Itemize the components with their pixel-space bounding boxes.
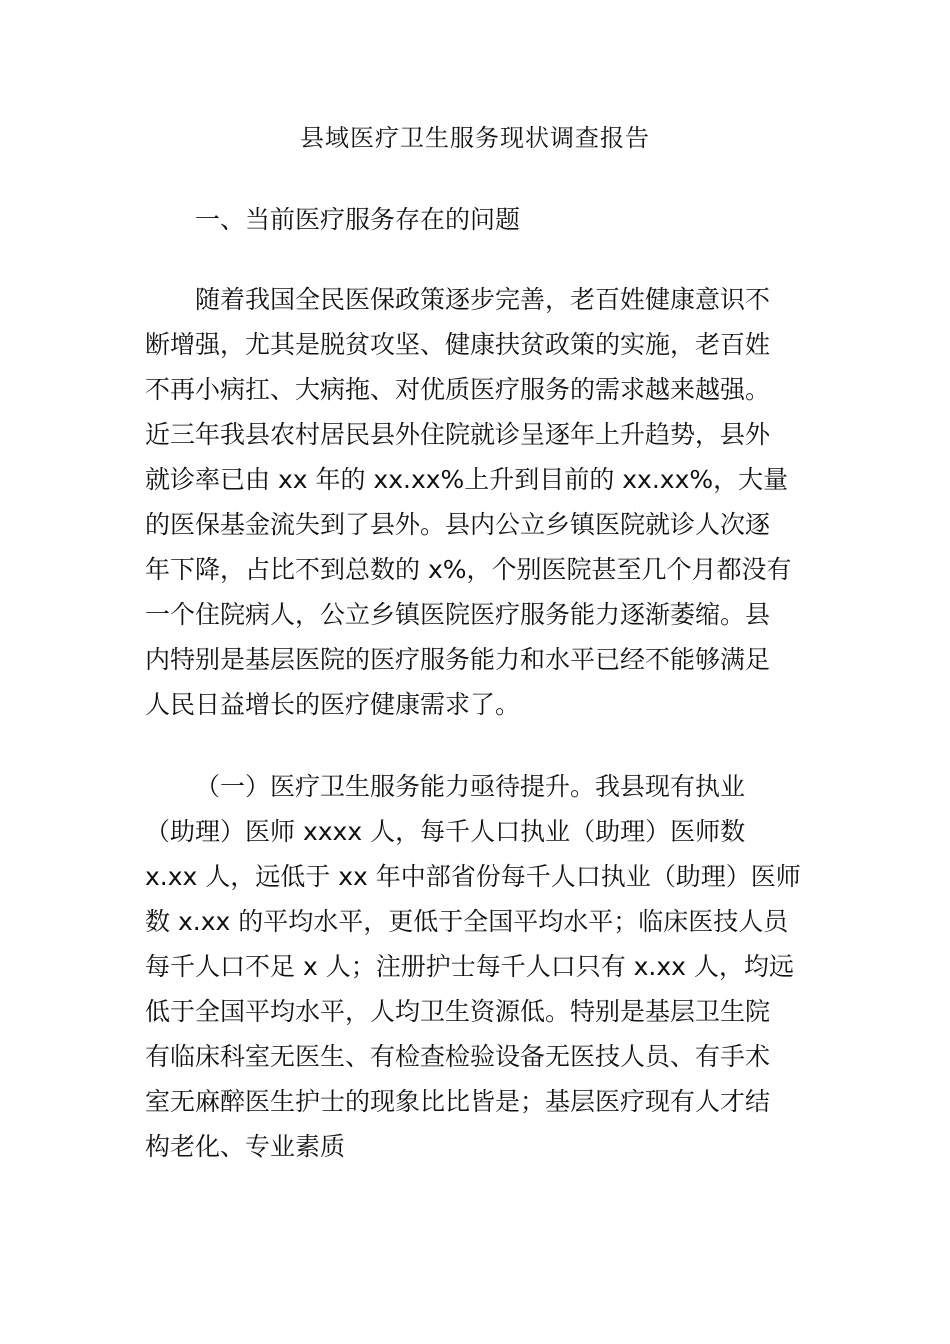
paragraph-line: 人民日益增长的医疗健康需求了。 bbox=[145, 690, 521, 719]
section-heading: 一、当前医疗服务存在的问题 bbox=[195, 205, 521, 234]
paragraph-line: 的医保基金流失到了县外。县内公立乡镇医院就诊人次逐 bbox=[145, 510, 771, 539]
paragraph-1 bbox=[145, 277, 810, 727]
paragraph-line: x.xx 人，远低于 xx 年中部省份每千人口执业（助理）医师 bbox=[145, 862, 801, 891]
paragraph-line: 每千人口不足 x 人；注册护士每千人口只有 x.xx 人，均远 bbox=[145, 952, 794, 981]
paragraph-line: 低于全国平均水平，人均卫生资源低。特别是基层卫生院 bbox=[145, 997, 771, 1026]
paragraph-line: （助理）医师 xxxx 人，每千人口执业（助理）医师数 bbox=[145, 817, 746, 846]
paragraph-line: 数 x.xx 的平均水平，更低于全国平均水平；临床医技人员 bbox=[145, 907, 789, 936]
paragraph-line: 断增强，尤其是脱贫攻坚、健康扶贫政策的实施，老百姓 bbox=[145, 330, 771, 359]
paragraph-line: 有临床科室无医生、有检查检验设备无医技人员、有手术 bbox=[145, 1042, 771, 1071]
paragraph-line: 就诊率已由 xx 年的 xx.xx%上升到目前的 xx.xx%，大量 bbox=[145, 465, 789, 494]
paragraph-line: 室无麻醉医生护士的现象比比皆是；基层医疗现有人才结 bbox=[145, 1087, 771, 1116]
paragraph-line: 随着我国全民医保政策逐步完善，老百姓健康意识不 bbox=[195, 285, 771, 314]
paragraph-line: 一个住院病人，公立乡镇医院医疗服务能力逐渐萎缩。县 bbox=[145, 600, 771, 629]
paragraph-line: 构老化、专业素质 bbox=[145, 1132, 346, 1161]
paragraph-line: 近三年我县农村居民县外住院就诊呈逐年上升趋势，县外 bbox=[145, 420, 771, 449]
paragraph-line: 不再小病扛、大病拖、对优质医疗服务的需求越来越强。 bbox=[145, 375, 771, 404]
paragraph-line: 年下降，占比不到总数的 x%，个别医院甚至几个月都没有 bbox=[145, 555, 792, 584]
document-title: 县域医疗卫生服务现状调查报告 bbox=[300, 124, 650, 152]
paragraph-line: 内特别是基层医院的医疗服务能力和水平已经不能够满足 bbox=[145, 645, 771, 674]
paragraph-2 bbox=[145, 764, 810, 1169]
paragraph-line: （一）医疗卫生服务能力亟待提升。我县现有执业 bbox=[195, 772, 746, 801]
